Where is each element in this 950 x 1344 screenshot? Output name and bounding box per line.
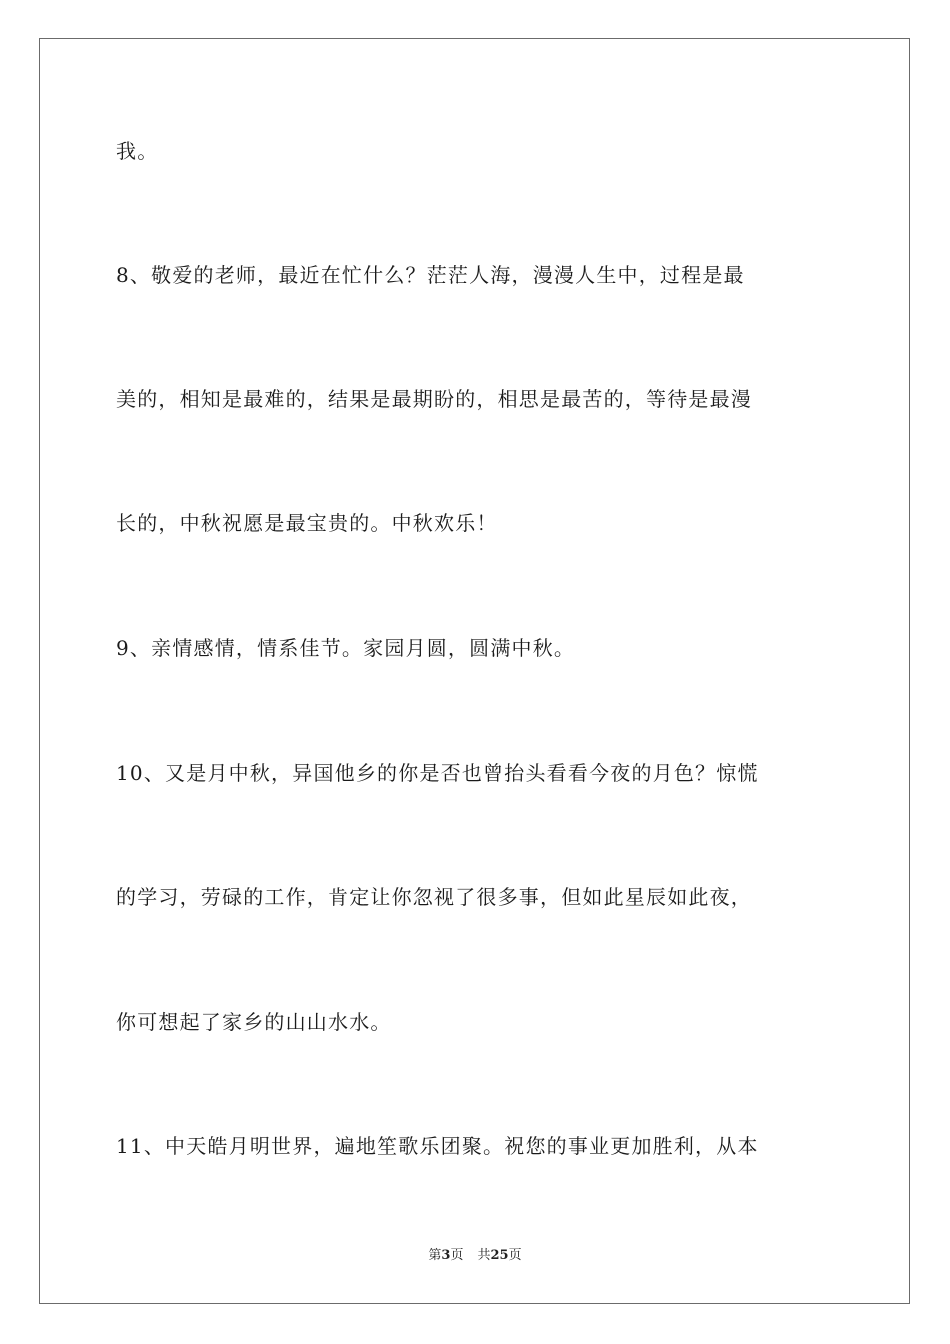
- footer-page-number: 3: [441, 1248, 451, 1263]
- text-line-7: 的学习，劳碌的工作，肯定让你忽视了很多事，但如此星辰如此夜，: [116, 885, 752, 909]
- text-line-1: 我。: [116, 139, 159, 163]
- text-line-8: 你可想起了家乡的山山水水。: [116, 1010, 392, 1034]
- text-line-2: 8、敬爱的老师，最近在忙什么？茫茫人海，漫漫人生中，过程是最: [116, 263, 745, 287]
- footer-page-suffix: 页: [450, 1248, 464, 1263]
- page-border: [39, 38, 910, 1304]
- footer-total-suffix: 页: [508, 1248, 522, 1263]
- text-line-3: 美的，相知是最难的，结果是最期盼的，相思是最苦的，等待是最漫: [116, 387, 752, 411]
- footer-total-prefix: 共: [477, 1248, 491, 1263]
- footer-total-pages: 25: [490, 1248, 509, 1263]
- footer-page-prefix: 第: [428, 1248, 442, 1263]
- text-line-4: 长的，中秋祝愿是最宝贵的。中秋欢乐！: [116, 511, 498, 535]
- page-footer: [0, 1247, 950, 1265]
- text-line-9: 11、中天皓月明世界，遍地笙歌乐团聚。祝您的事业更加胜利，从本: [116, 1134, 759, 1158]
- text-line-5: 9、亲情感情，情系佳节。家园月圆，圆满中秋。: [116, 636, 576, 660]
- text-line-6: 10、又是月中秋，异国他乡的你是否也曾抬头看看今夜的月色？惊慌: [116, 761, 759, 785]
